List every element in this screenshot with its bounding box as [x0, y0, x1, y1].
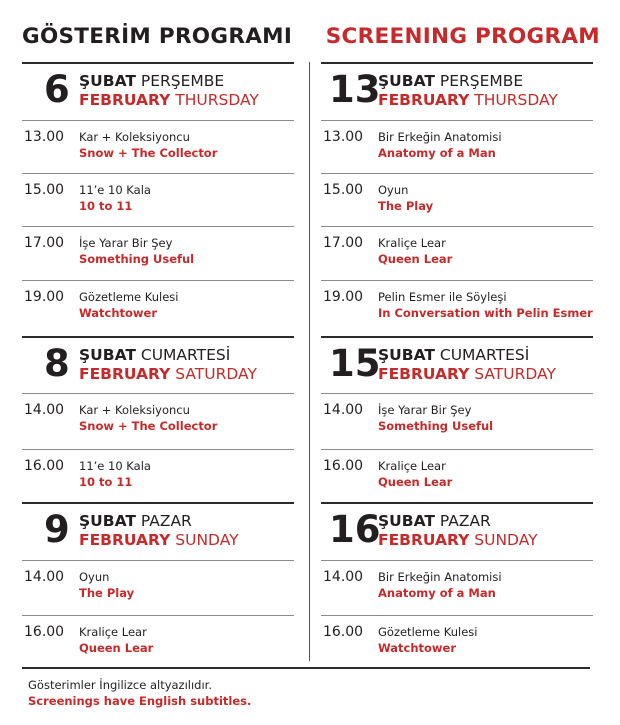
month-en: FEBRUARY — [79, 365, 171, 383]
column-divider — [309, 62, 310, 661]
day-month-english — [79, 365, 257, 383]
screening-time: 17.00 — [323, 235, 364, 251]
day-number: 6 — [44, 68, 70, 111]
screening-row — [22, 449, 294, 502]
day-header — [22, 504, 294, 560]
screening-time: 19.00 — [323, 289, 364, 305]
screening-title-tr: 11’e 10 Kala — [79, 459, 151, 473]
weekday-en: THURSDAY — [474, 91, 558, 109]
screening-title-tr: Pelin Esmer ile Söyleşi — [378, 290, 507, 304]
screening-title-en: In Conversation with Pelin Esmer — [378, 306, 593, 320]
screening-time: 16.00 — [323, 458, 364, 474]
day-month-turkish — [378, 512, 491, 530]
month-en: FEBRUARY — [378, 365, 470, 383]
screening-title-en: Queen Lear — [378, 475, 453, 489]
screening-title-tr: İşe Yarar Bir Şey — [79, 236, 173, 250]
day-month-turkish — [79, 72, 224, 90]
screening-title-tr: Kar + Koleksiyoncu — [79, 130, 190, 144]
day-block-6 — [22, 62, 294, 336]
day-header — [321, 504, 593, 560]
day-number: 15 — [329, 342, 381, 385]
footer-divider — [22, 667, 590, 669]
month-tr: ŞUBAT — [378, 72, 435, 90]
weekday-en: THURSDAY — [175, 91, 259, 109]
screening-time: 15.00 — [24, 182, 65, 198]
screening-row — [321, 226, 593, 280]
screening-time: 13.00 — [323, 129, 364, 145]
title-turkish: GÖSTERİM PROGRAMI — [22, 24, 293, 49]
weekday-tr: PERŞEMBE — [140, 72, 225, 90]
screening-row — [22, 173, 294, 226]
day-header — [22, 338, 294, 393]
day-month-english — [378, 531, 538, 549]
weekday-tr: PAZAR — [140, 512, 192, 530]
day-number: 8 — [44, 342, 70, 385]
month-en: FEBRUARY — [79, 531, 171, 549]
screening-row — [22, 560, 294, 615]
day-number: 13 — [329, 68, 381, 111]
day-block-8 — [22, 336, 294, 502]
weekday-en: SATURDAY — [175, 365, 257, 383]
screening-row — [321, 173, 593, 226]
weekday-tr: PAZAR — [439, 512, 491, 530]
weekday-en: SUNDAY — [175, 531, 239, 549]
screening-title-tr: Bir Erkeğin Anatomisi — [378, 130, 502, 144]
screening-title-en: Something Useful — [378, 419, 494, 433]
day-block-15 — [321, 336, 593, 502]
month-tr: ŞUBAT — [378, 512, 435, 530]
screening-title-tr: Oyun — [378, 183, 409, 197]
day-month-english — [378, 365, 556, 383]
screening-title-tr: Kraliçe Lear — [79, 625, 147, 639]
screening-row — [22, 280, 294, 336]
screening-time: 16.00 — [24, 458, 65, 474]
screening-row — [321, 449, 593, 502]
screening-row — [321, 615, 593, 666]
day-number: 16 — [329, 508, 381, 551]
screening-row — [22, 393, 294, 449]
screening-row — [321, 393, 593, 449]
day-block-16 — [321, 502, 593, 666]
day-header — [22, 64, 294, 120]
screening-row — [22, 120, 294, 173]
month-en: FEBRUARY — [378, 91, 470, 109]
screening-title-en: Watchtower — [79, 306, 158, 320]
day-month-english — [378, 91, 558, 109]
screening-time: 17.00 — [24, 235, 65, 251]
screening-title-en: 10 to 11 — [79, 199, 133, 213]
subtitle-note-turkish: Gösterimler İngilizce altyazılıdır. — [28, 678, 213, 692]
screening-row — [321, 280, 593, 336]
screening-title-tr: Kraliçe Lear — [378, 236, 446, 250]
screening-title-tr: Gözetleme Kulesi — [378, 625, 478, 639]
screening-title-en: Snow + The Collector — [79, 146, 218, 160]
screening-time: 14.00 — [24, 402, 65, 418]
screening-title-tr: 11’e 10 Kala — [79, 183, 151, 197]
month-en: FEBRUARY — [79, 91, 171, 109]
schedule-column-right — [321, 62, 593, 666]
day-month-english — [79, 91, 259, 109]
screening-title-en: Anatomy of a Man — [378, 586, 496, 600]
weekday-en: SUNDAY — [474, 531, 538, 549]
screening-time: 13.00 — [24, 129, 65, 145]
day-block-9 — [22, 502, 294, 666]
screening-title-tr: Bir Erkeğin Anatomisi — [378, 570, 502, 584]
month-tr: ŞUBAT — [79, 346, 136, 364]
screening-time: 16.00 — [24, 624, 65, 640]
day-month-turkish — [378, 346, 529, 364]
month-tr: ŞUBAT — [79, 72, 136, 90]
screening-row — [321, 120, 593, 173]
day-month-turkish — [79, 512, 192, 530]
weekday-tr: PERŞEMBE — [439, 72, 524, 90]
screening-title-en: Watchtower — [378, 641, 457, 655]
screening-title-en: Something Useful — [79, 252, 195, 266]
screening-time: 14.00 — [24, 569, 65, 585]
day-month-turkish — [79, 346, 230, 364]
day-number: 9 — [44, 508, 70, 551]
screening-row — [22, 226, 294, 280]
screening-title-tr: İşe Yarar Bir Şey — [378, 403, 472, 417]
screening-time: 14.00 — [323, 402, 364, 418]
screening-title-en: The Play — [79, 586, 135, 600]
screening-row — [22, 615, 294, 666]
screening-title-en: The Play — [378, 199, 434, 213]
weekday-tr: CUMARTESİ — [140, 346, 231, 364]
month-en: FEBRUARY — [378, 531, 470, 549]
month-tr: ŞUBAT — [79, 512, 136, 530]
day-header — [321, 64, 593, 120]
weekday-tr: CUMARTESİ — [439, 346, 530, 364]
screening-time: 15.00 — [323, 182, 364, 198]
screening-title-tr: Kraliçe Lear — [378, 459, 446, 473]
screening-title-tr: Gözetleme Kulesi — [79, 290, 179, 304]
subtitle-note-english: Screenings have English subtitles. — [28, 694, 252, 708]
screening-time: 19.00 — [24, 289, 65, 305]
screening-title-tr: Oyun — [79, 570, 110, 584]
screening-title-en: Queen Lear — [79, 641, 154, 655]
day-month-english — [79, 531, 239, 549]
screening-row — [321, 560, 593, 615]
screening-title-en: Queen Lear — [378, 252, 453, 266]
day-month-turkish — [378, 72, 523, 90]
title-english: SCREENING PROGRAM — [325, 24, 600, 49]
day-block-13 — [321, 62, 593, 336]
screening-time: 14.00 — [323, 569, 364, 585]
month-tr: ŞUBAT — [378, 346, 435, 364]
screening-time: 16.00 — [323, 624, 364, 640]
page-header — [22, 24, 600, 52]
screening-title-en: Snow + The Collector — [79, 419, 218, 433]
day-header — [321, 338, 593, 393]
screening-title-tr: Kar + Koleksiyoncu — [79, 403, 190, 417]
schedule-column-left — [22, 62, 294, 666]
screening-title-en: 10 to 11 — [79, 475, 133, 489]
screening-title-en: Anatomy of a Man — [378, 146, 496, 160]
weekday-en: SATURDAY — [474, 365, 556, 383]
